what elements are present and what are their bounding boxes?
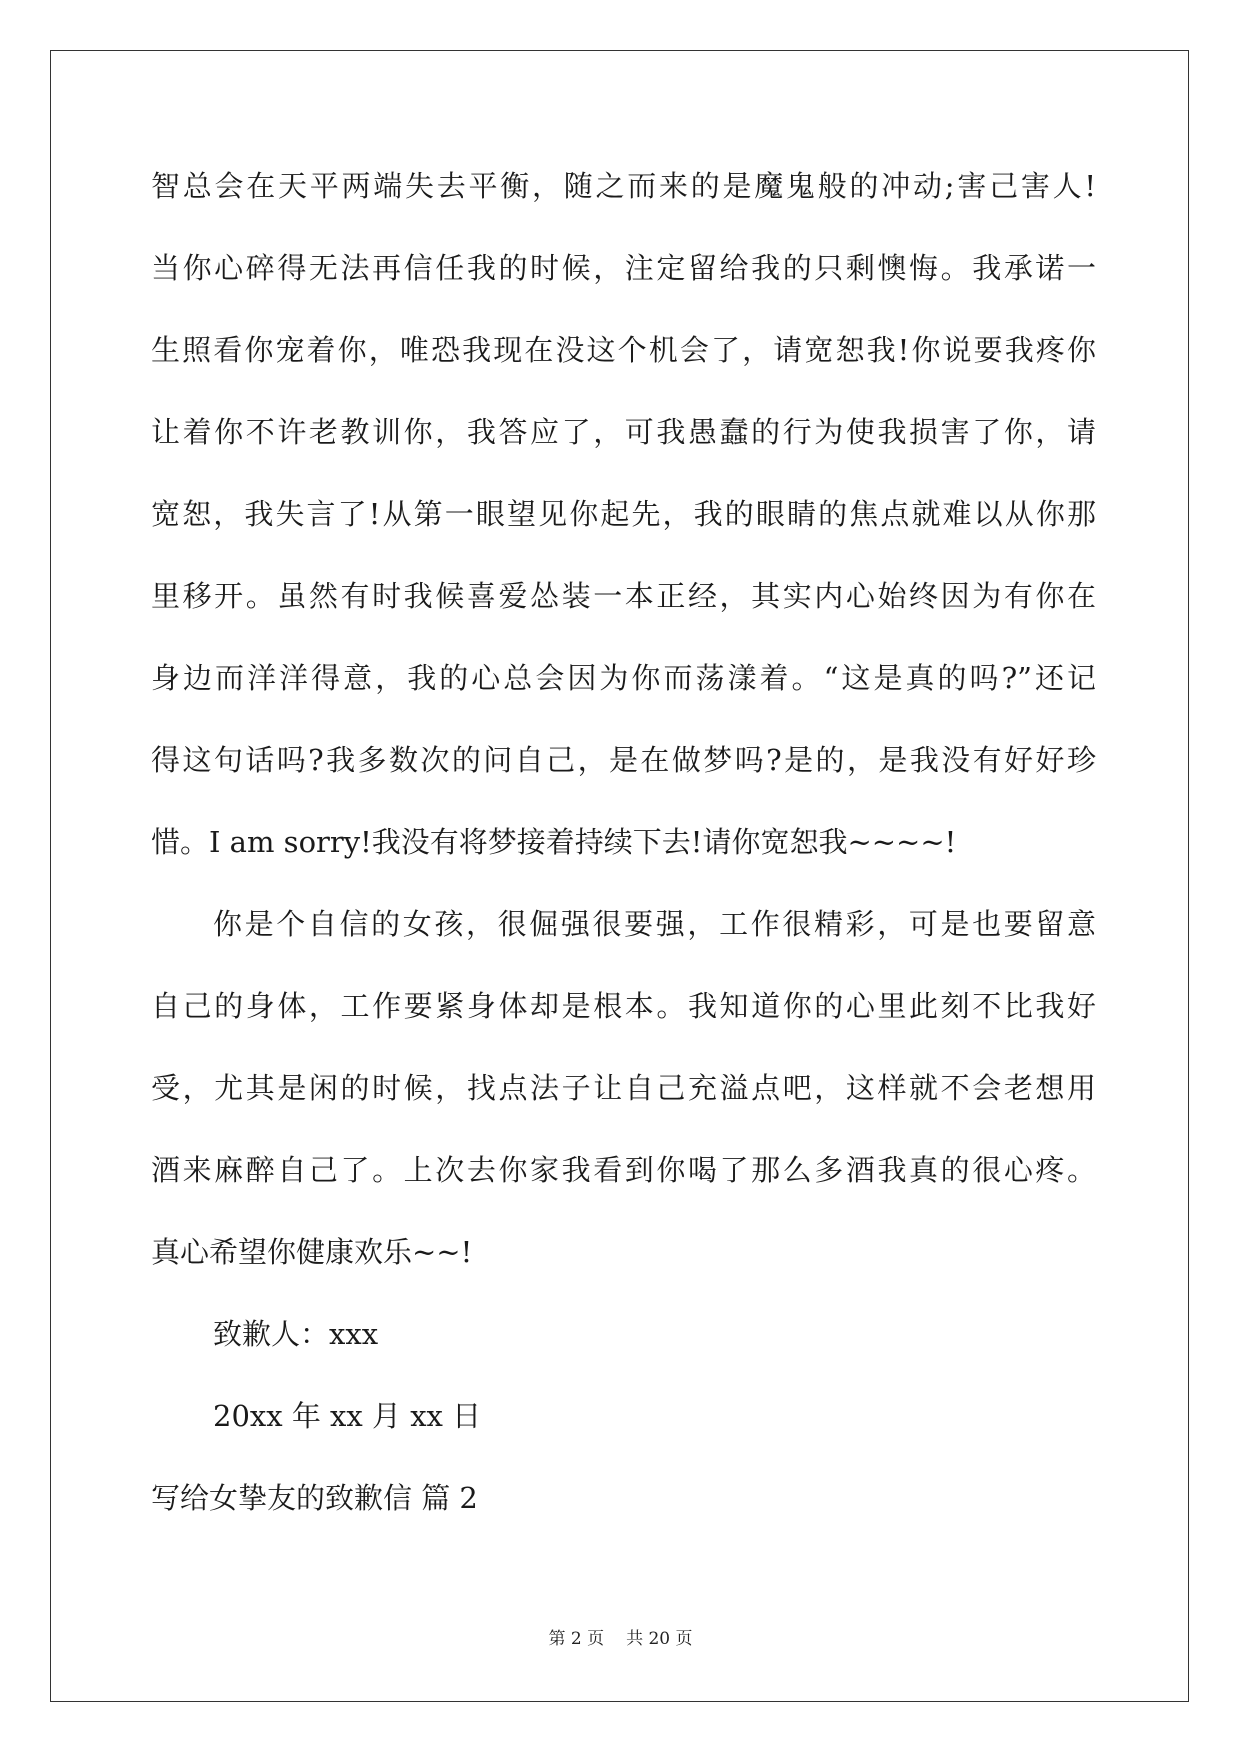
text-line: 自己的身体，工作要紧身体却是根本。我知道你的心里此刻不比我好: [151, 989, 1096, 1023]
paragraph-1: [151, 145, 1096, 883]
text-line: 真心希望你健康欢乐~~!: [151, 1235, 473, 1269]
text-line: 里移开。虽然有时我候喜爱怂装一本正经，其实内心始终因为有你在: [151, 579, 1096, 613]
text-line: 受，尤其是闲的时候，找点法子让自己充溢点吧，这样就不会老想用: [151, 1071, 1096, 1105]
text-line: 让着你不许老教训你，我答应了，可我愚蠢的行为使我损害了你，请: [151, 415, 1096, 449]
page-footer: [0, 1624, 1241, 1649]
signature: 致歉人：xxx: [213, 1317, 379, 1351]
text-line: 生照看你宠着你，唯恐我现在没这个机会了，请宽恕我!你说要我疼你: [151, 333, 1096, 367]
letter-date: 20xx 年 xx 月 xx 日: [213, 1399, 482, 1433]
document-body: [151, 145, 1096, 1539]
text-line: 当你心碎得无法再信任我的时候，注定留给我的只剩懊悔。我承诺一: [151, 251, 1096, 285]
text-line: 酒来麻醉自己了。上次去你家我看到你喝了那么多酒我真的很心疼。: [151, 1153, 1096, 1187]
page-number: 第 2 页: [548, 1629, 605, 1649]
text-line: 得这句话吗?我多数次的问自己，是在做梦吗?是的，是我没有好好珍: [151, 743, 1096, 777]
text-line: 宽恕，我失言了!从第一眼望见你起先，我的眼睛的焦点就难以从你那: [151, 497, 1096, 531]
section-title: 写给女挚友的致歉信 篇 2: [151, 1481, 478, 1515]
text-line: 身边而洋洋得意，我的心总会因为你而荡漾着。“这是真的吗?”还记: [151, 661, 1096, 695]
text-line: 智总会在天平两端失去平衡，随之而来的是魔鬼般的冲动;害己害人!: [151, 169, 1096, 203]
page-total: 共 20 页: [626, 1629, 693, 1649]
text-line: 你是个自信的女孩，很倔强很要强，工作很精彩，可是也要留意: [213, 907, 1096, 941]
text-line: 惜。I am sorry!我没有将梦接着持续下去!请你宽恕我~~~~!: [151, 825, 957, 859]
paragraph-2: [151, 883, 1096, 1293]
